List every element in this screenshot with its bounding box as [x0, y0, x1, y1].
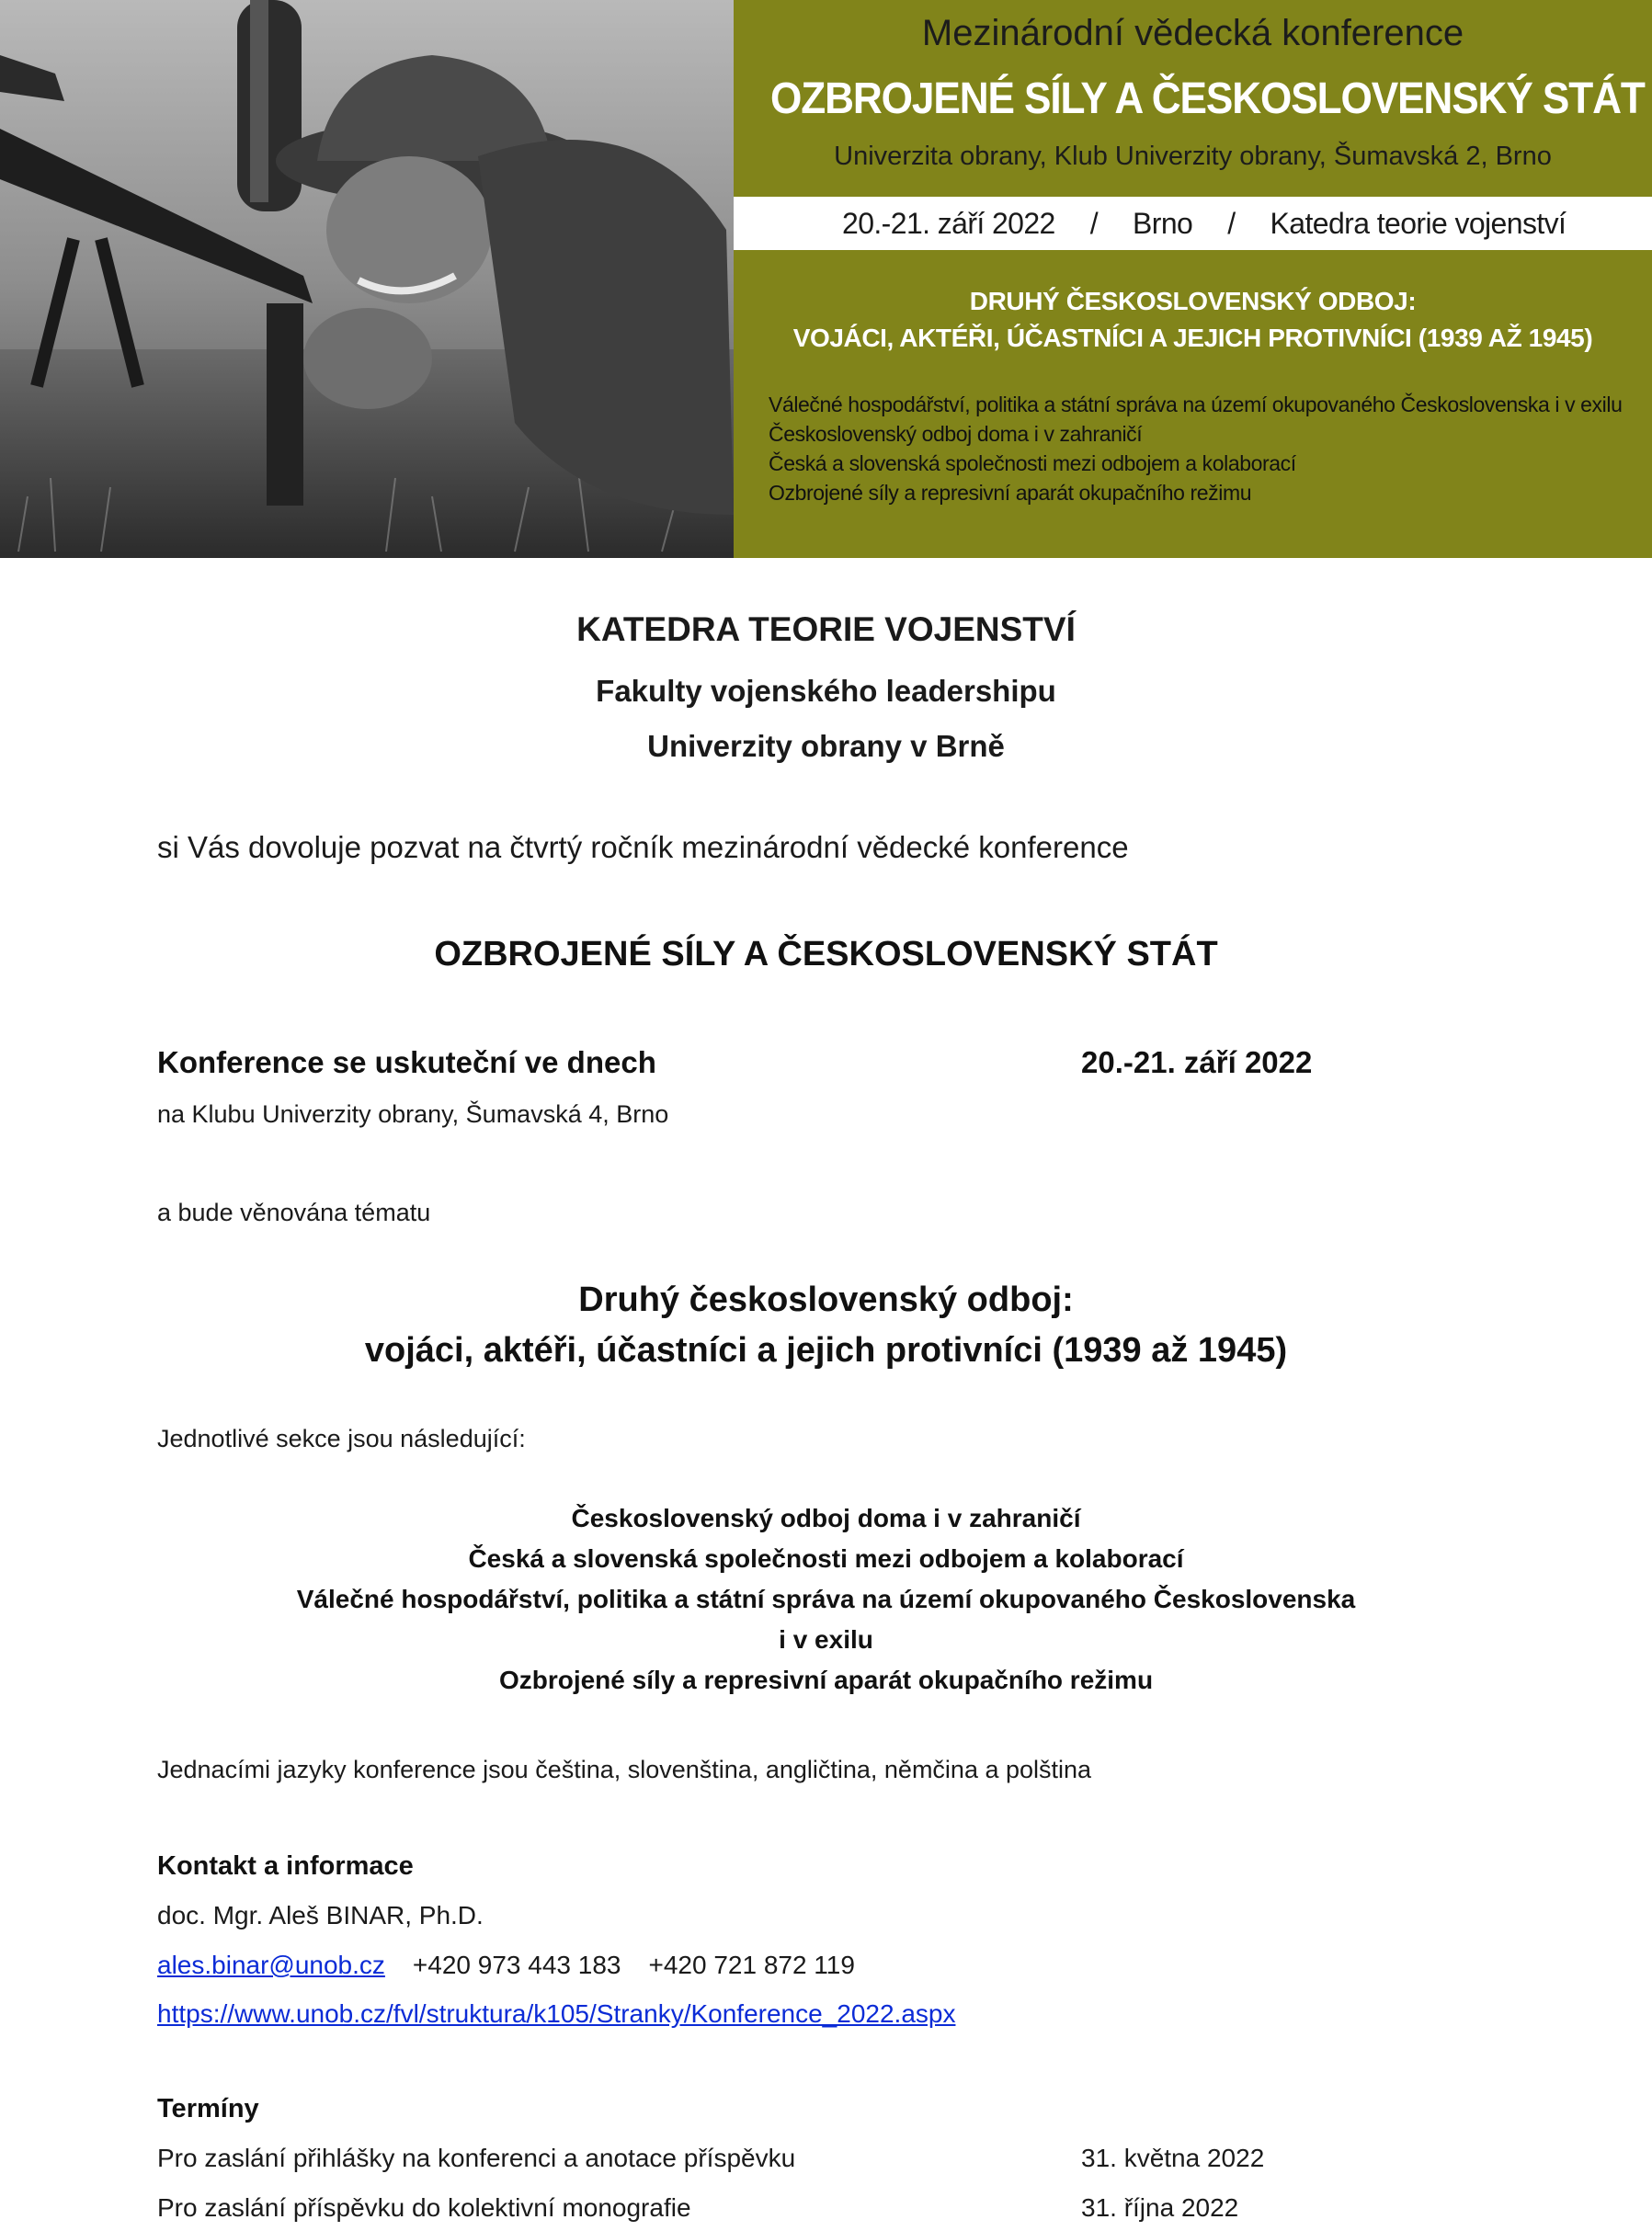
banner-section-item: Ozbrojené síly a represivní aparát okupačního režimu [769, 481, 1252, 505]
contact-row [157, 1951, 855, 1980]
languages-text: Jednacími jazyky konference jsou čeština, slovenština, angličtina, němčina a polština [157, 1756, 1092, 1783]
contact-name: doc. Mgr. Aleš BINAR, Ph.D. [157, 1901, 484, 1929]
strip-dates: 20.-21. září 2022 [842, 206, 1055, 240]
conference-url-link[interactable]: https://www.unob.cz/fvl/struktura/k105/Stranky/Konference_2022.aspx [157, 1999, 956, 2028]
strip-city: Brno [1133, 206, 1193, 240]
dates-label: Konference se uskuteční ve dnech [157, 1045, 656, 1079]
venue-text: na Klubu Univerzity obrany, Šumavská 4, Brno [157, 1100, 669, 1128]
banner-section-item: Československý odboj doma i v zahraničí [769, 422, 1143, 446]
deadline-label: Pro zaslání přihlášky na konferenci a anotace příspěvku [157, 2144, 796, 2172]
contact-heading: Kontakt a informace [157, 1851, 414, 1881]
dedicated-text: a bude věnována tématu [157, 1199, 431, 1226]
faculty-heading: Fakulty vojenského leadershipu [596, 674, 1056, 708]
conference-name: OZBROJENÉ SÍLY A ČESKOSLOVENSKÝ STÁT [434, 935, 1218, 973]
contact-phone-2: +420 721 872 119 [648, 1951, 855, 1979]
banner [0, 0, 1652, 558]
department-heading: KATEDRA TEORIE VOJENSTVÍ [576, 610, 1076, 648]
banner-venue: Univerzita obrany, Klub Univerzity obrany, Šumavská 2, Brno [834, 142, 1552, 171]
invitation-text: si Vás dovoluje pozvat na čtvrtý ročník mezinárodní vědecké konference [157, 830, 1129, 864]
banner-title: OZBROJENÉ SÍLY A ČESKOSLOVENSKÝ STÁT [769, 74, 1645, 123]
banner-theme-line2: VOJÁCI, AKTÉŘI, ÚČASTNÍCI A JEJICH PROTIVNÍCI (1939 AŽ 1945) [792, 324, 1593, 352]
section-item: i v exilu [779, 1625, 873, 1654]
deadline-label: Pro zaslání příspěvku do kolektivní monografie [157, 2193, 691, 2222]
banner-kicker: Mezinárodní vědecká konference [921, 13, 1464, 53]
section-item: Česká a slovenská společnosti mezi odbojem a kolaborací [468, 1544, 1184, 1573]
deadline-date: 31. října 2022 [1081, 2193, 1239, 2222]
soldier-machine-gun-image [0, 0, 734, 558]
contact-email-link[interactable]: ales.binar@unob.cz [157, 1951, 385, 1979]
banner-info-strip [734, 197, 1652, 250]
section-item: Válečné hospodářství, politika a státní správa na území okupovaného Československa [296, 1585, 1356, 1613]
banner-section-item: Válečné hospodářství, politika a státní správa na území okupovaného Československa i v exilu [769, 393, 1623, 416]
topic-line1: Druhý československý odboj: [578, 1281, 1074, 1319]
soldier-photo [0, 0, 734, 558]
banner-theme-line1: DRUHÝ ČESKOSLOVENSKÝ ODBOJ: [969, 287, 1417, 315]
banner-sections-list [769, 390, 1642, 507]
section-item: Ozbrojené síly a represivní aparát okupačního režimu [498, 1666, 1154, 1694]
contact-phone-1: +420 973 443 183 [412, 1951, 621, 1979]
section-item: Československý odboj doma i v zahraničí [571, 1504, 1081, 1532]
strip-separator: / [1227, 206, 1236, 240]
strip-department: Katedra teorie vojenství [1270, 206, 1567, 240]
conference-banner-panel [734, 0, 1652, 558]
deadlines-heading: Termíny [157, 2094, 259, 2123]
sections-intro: Jednotlivé sekce jsou následující: [157, 1425, 526, 1452]
deadline-date: 31. května 2022 [1081, 2144, 1265, 2172]
dates-value: 20.-21. září 2022 [1081, 1045, 1313, 1079]
topic-line2: vojáci, aktéři, účastníci a jejich protivníci (1939 až 1945) [364, 1331, 1288, 1370]
banner-section-item: Česká a slovenská společnosti mezi odbojem a kolaborací [769, 451, 1296, 475]
strip-separator: / [1089, 206, 1099, 240]
university-heading: Univerzity obrany v Brně [647, 729, 1005, 763]
